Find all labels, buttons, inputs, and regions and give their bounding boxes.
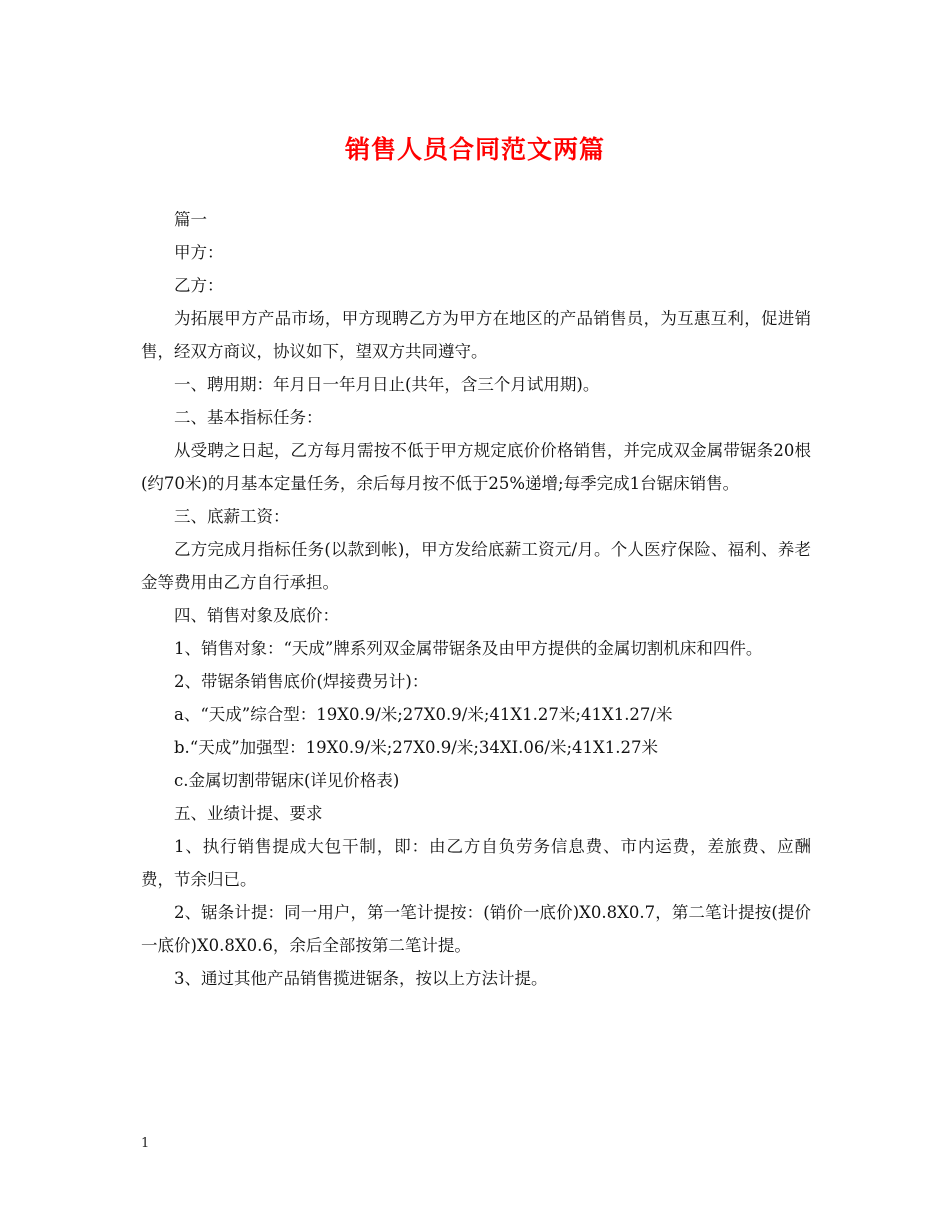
paragraph-commission-1: 1、执行销售提成大包干制，即：由乙方自负劳务信息费、市内运费，差旅费、应酬费，节余归已。 xyxy=(141,837,811,889)
paragraph-party-b: 乙方： xyxy=(174,276,224,295)
paragraph-commission-2: 2、锯条计提：同一用户，第一笔计提按：(销价一底价)X0.8X0.7，第二笔计提按(提价一底价)X0.8X0.6，余后全部按第二笔计提。 xyxy=(141,903,811,955)
paragraph-base-salary: 乙方完成月指标任务(以款到帐)，甲方发给底薪工资元/月。个人医疗保险、福利、养老金等费用由乙方自行承担。 xyxy=(141,540,811,592)
heading-base-salary: 三、底薪工资： xyxy=(174,507,290,526)
heading-sales-targets: 四、销售对象及底价： xyxy=(174,606,339,625)
paragraph-price-a: a、“天成”综合型：19X0.9/米;27X0.9/米;41X1.27米;41X1.27/米 xyxy=(174,705,673,724)
heading-basic-tasks: 二、基本指标任务： xyxy=(174,408,323,427)
page-number: 1 xyxy=(141,1136,150,1151)
paragraph-price-b: b.“天成”加强型：19X0.9/米;27X0.9/米;34XI.06/米;41X1.27米 xyxy=(174,738,658,757)
paragraph-sales-object: 1、销售对象：“天成”牌系列双金属带锯条及由甲方提供的金属切割机床和四件。 xyxy=(174,639,763,658)
paragraph-preamble: 为拓展甲方产品市场，甲方现聘乙方为甲方在地区的产品销售员，为互惠互利，促进销售，经双方商议，协议如下，望双方共同遵守。 xyxy=(141,309,811,361)
heading-commission: 五、业绩计提、要求 xyxy=(174,804,323,823)
paragraph-saw-blade-price: 2、带锯条销售底价(焊接费另计)： xyxy=(174,672,429,691)
document-body xyxy=(141,203,811,995)
paragraph-section-label: 篇一 xyxy=(174,210,207,229)
paragraph-commission-3: 3、通过其他产品销售揽进锯条，按以上方法计提。 xyxy=(174,969,548,988)
paragraph-party-a: 甲方： xyxy=(174,243,224,262)
paragraph-employment-term: 一、聘用期：年月日一年月日止(共年，含三个月试用期)。 xyxy=(174,375,600,394)
paragraph-price-c: c.金属切割带锯床(详见价格表) xyxy=(174,771,400,790)
document-title: 销售人员合同范文两篇 xyxy=(344,135,605,164)
paragraph-basic-tasks: 从受聘之日起，乙方每月需按不低于甲方规定底价价格销售，并完成双金属带锯条20根(约70米)的月基本定量任务，余后每月按不低于25%递增;每季完成1台锯床销售。 xyxy=(141,441,811,493)
